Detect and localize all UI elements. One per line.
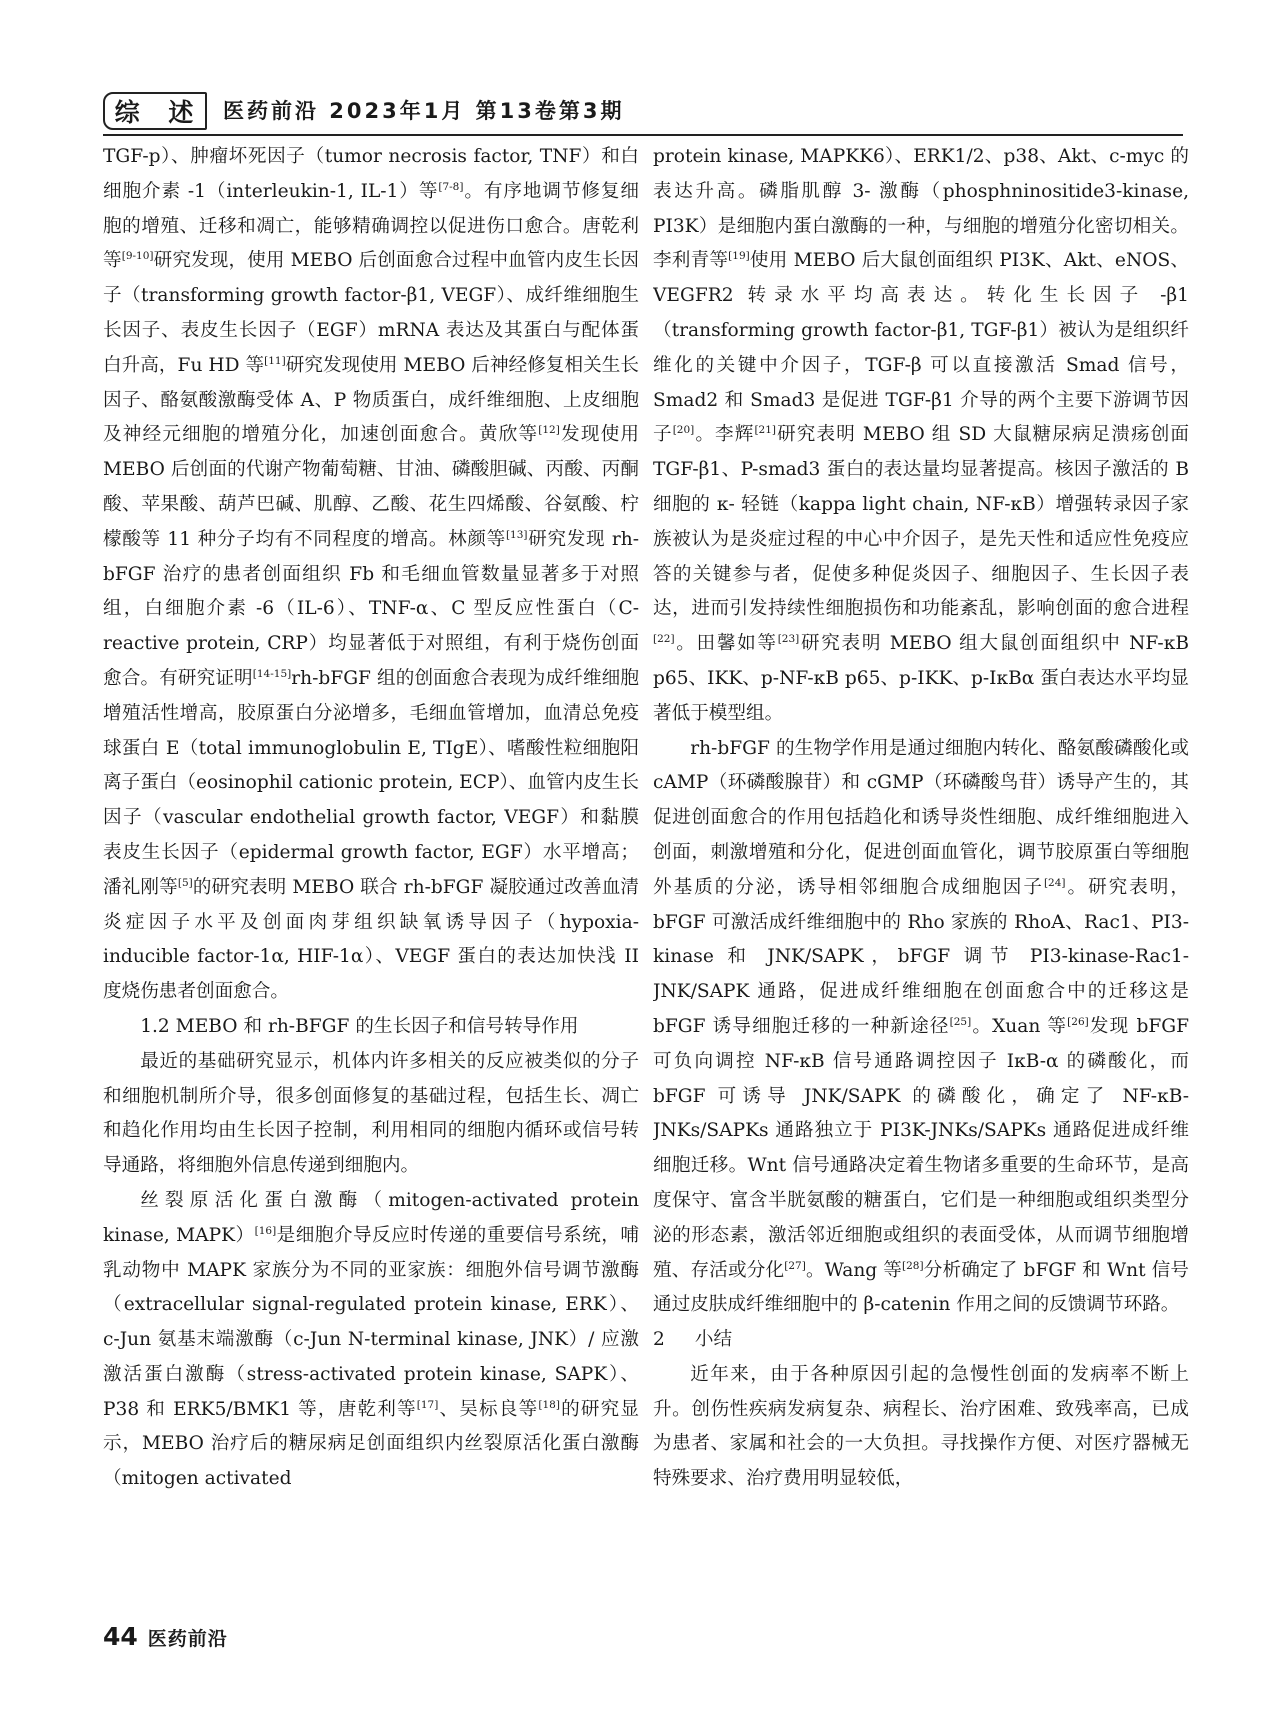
citation: [25] (949, 1015, 972, 1028)
citation: [11] (264, 354, 286, 367)
paragraph: 丝裂原活化蛋白激酶（mitogen-activated protein kinase, MAPK）[16]是细胞介导反应时传递的重要信号系统，哺乳动物中 MAPK 家族分为不同的亚家族：细胞外信号调节激酶（extracellular signal-regulated protein kinase, ERK）、c-Jun 氨基末端激酶（c-Jun N-terminal kinase, JNK）/ 应激激活蛋白激酶（stress-activated protein kinase, SAPK）、P38 和 ERK5/BMK1 等，唐乾利等[17]、吴标良等[18]的研究显示，MEBO 治疗后的糖尿病足创面组织内丝裂原活化蛋白激酶（mitogen activated (103, 1189, 639, 1490)
citation: [9-10] (121, 250, 154, 263)
citation: [17] (416, 1398, 439, 1411)
left-column (103, 140, 639, 1550)
citation: [22] (653, 632, 675, 645)
citation: [27] (784, 1259, 806, 1272)
page-header (103, 92, 1183, 132)
footer-journal-name: 医药前沿 (147, 1628, 228, 1650)
paragraph: 近年来，由于各种原因引起的急慢性创面的发病率不断上升。创伤性疾病发病复杂、病程长、治疗困难、致残率高，已成为患者、家属和社会的一大负担。寻找操作方便、对医疗器械无特殊要求、治疗费用明显较低， (653, 1363, 1189, 1490)
section-title: 小结 (694, 1329, 733, 1351)
citation: [16] (254, 1224, 277, 1237)
citation: [13] (505, 528, 528, 541)
citation: [23] (777, 632, 800, 645)
journal-issue: 医药前沿 2023年1月 第13卷第3期 (223, 99, 625, 123)
header-divider (103, 134, 1183, 136)
page-number: 44 (103, 1622, 138, 1651)
section-number: 2 (653, 1329, 665, 1351)
citation: [18] (538, 1398, 560, 1411)
page-footer (103, 1622, 228, 1651)
section-label: 综 述 (103, 92, 207, 130)
citation: [12] (538, 424, 560, 437)
citation: [26] (1067, 1015, 1089, 1028)
paragraph: rh-bFGF 的生物学作用是通过细胞内转化、酪氨酸磷酸化或 cAMP（环磷酸腺苷）和 cGMP（环磷酸鸟苷）诱导产生的，其促进创面愈合的作用包括趋化和诱导炎性细胞、成纤维细胞进入创面，刺激增殖和分化，促进创面血管化，调节胶原蛋白等细胞外基质的分泌，诱导相邻细胞合成细胞因子[24]。研究表明，bFGF 可激活成纤维细胞中的 Rho 家族的 RhoA、Rac1、PI3-kinase 和 JNK/SAPK，bFGF 调节 PI3-kinase-Rac1-JNK/SAPK 通路，促进成纤维细胞在创面愈合中的迁移这是 bFGF 诱导细胞迁移的一种新途径[25]。Xuan 等[26]发现 bFGF 可负向调控 NF-κB 信号通路调控因子 IκB-α 的磷酸化，而 bFGF 可诱导 JNK/SAPK 的磷酸化，确定了 NF-κB-JNKs/SAPKs 通路独立于 PI3K-JNKs/SAPKs 通路促进成纤维细胞迁移。Wnt 信号通路决定着生物诸多重要的生命环节，是高度保守、富含半胱氨酸的糖蛋白，它们是一种细胞或组织类型分泌的形态素，激活邻近细胞或组织的表面受体，从而调节细胞增殖、存活或分化[27]。Wang 等[28]分析确定了 bFGF 和 Wnt 信号通过皮肤成纤维细胞中的 β-catenin 作用之间的反馈调节环路。 (653, 737, 1189, 1316)
citation: [19] (728, 250, 750, 263)
section-heading (653, 1323, 1189, 1358)
paragraph: 最近的基础研究显示，机体内许多相关的反应被类似的分子和细胞机制所介导，很多创面修复的基础过程，包括生长、凋亡和趋化作用均由生长因子控制，利用相同的细胞内循环或信号转导通路，将细胞外信息传递到细胞内。 (103, 1050, 639, 1177)
right-column (653, 140, 1189, 1550)
citation: [7-8] (438, 180, 464, 193)
citation: [5] (177, 876, 193, 889)
citation: [21] (754, 424, 777, 437)
citation: [24] (1043, 876, 1066, 889)
citation: [14-15] (252, 667, 292, 680)
paragraph: protein kinase, MAPKK6）、ERK1/2、p38、Akt、c-myc 的表达升高。磷脂肌醇 3- 激酶（phosphninositide3-kinase, PI3K）是细胞内蛋白激酶的一种，与细胞的增殖分化密切相关。李利青等[19]使用 MEBO 后大鼠创面组织 PI3K、Akt、eNOS、VEGFR2 转录水平均高表达。转化生长因子 -β1（transforming growth factor-β1, TGF-β1）被认为是组织纤维化的关键中介因子，TGF-β 可以直接激活 Smad 信号，Smad2 和 Smad3 是促进 TGF-β1 介导的两个主要下游调节因子[20]。李辉[21]研究表明 MEBO 组 SD 大鼠糖尿病足溃疡创面 TGF-β1、P-smad3 蛋白的表达量均显著提高。核因子激活的 B 细胞的 κ- 轻链（kappa light chain, NF-κB）增强转录因子家族被认为是炎症过程的中心中介因子，是先天性和适应性免疫应答的关键参与者，促使多种促炎因子、细胞因子、生长因子表达，进而引发持续性细胞损伤和功能紊乱，影响创面的愈合进程[22]。田馨如等[23]研究表明 MEBO 组大鼠创面组织中 NF-κB p65、IKK、p-NF-κB p65、p-IKK、p-IκBα 蛋白表达水平均显著低于模型组。 (653, 146, 1189, 724)
citation: [28] (902, 1259, 924, 1272)
citation: [20] (672, 424, 695, 437)
paragraph: TGF-p）、肿瘤坏死因子（tumor necrosis factor, TNF）和白细胞介素 -1（interleukin-1, IL-1）等[7-8]。有序地调节修复细胞的增殖、迁移和凋亡，能够精确调控以促进伤口愈合。唐乾利等[9-10]研究发现，使用 MEBO 后创面愈合过程中血管内皮生长因子（transforming growth factor-β1, VEGF）、成纤维细胞生长因子、表皮生长因子（EGF）mRNA 表达及其蛋白与配体蛋白升高，Fu HD 等[11]研究发现使用 MEBO 后神经修复相关生长因子、酪氨酸激酶受体 A、P 物质蛋白，成纤维细胞、上皮细胞及神经元细胞的增殖分化，加速创面愈合。黄欣等[12]发现使用 MEBO 后创面的代谢产物葡萄糖、甘油、磷酸胆碱、丙酸、丙酮酸、苹果酸、葫芦巴碱、肌醇、乙酸、花生四烯酸、谷氨酸、柠檬酸等 11 种分子均有不同程度的增高。林颜等[13]研究发现 rh-bFGF 治疗的患者创面组织 Fb 和毛细血管数量显著多于对照组，白细胞介素 -6（IL-6）、TNF-α、C 型反应性蛋白（C-reactive protein, CRP）均显著低于对照组，有利于烧伤创面愈合。有研究证明[14-15]rh-bFGF 组的创面愈合表现为成纤维细胞增殖活性增高，胶原蛋白分泌增多，毛细血管增加，血清总免疫球蛋白 E（total immunoglobulin E, TIgE）、嗜酸性粒细胞阳离子蛋白（eosinophil cationic protein, ECP）、血管内皮生长因子（vascular endothelial growth factor, VEGF）和黏膜表皮生长因子（epidermal growth factor, EGF）水平增高；潘礼刚等[5]的研究表明 MEBO 联合 rh-bFGF 凝胶通过改善血清炎症因子水平及创面肉芽组织缺氧诱导因子（hypoxia-inducible factor-1α, HIF-1α）、VEGF 蛋白的表达加快浅 II 度烧伤患者创面愈合。 (103, 146, 639, 1003)
subsection-heading: 1.2 MEBO 和 rh-BFGF 的生长因子和信号转导作用 (140, 1015, 579, 1037)
